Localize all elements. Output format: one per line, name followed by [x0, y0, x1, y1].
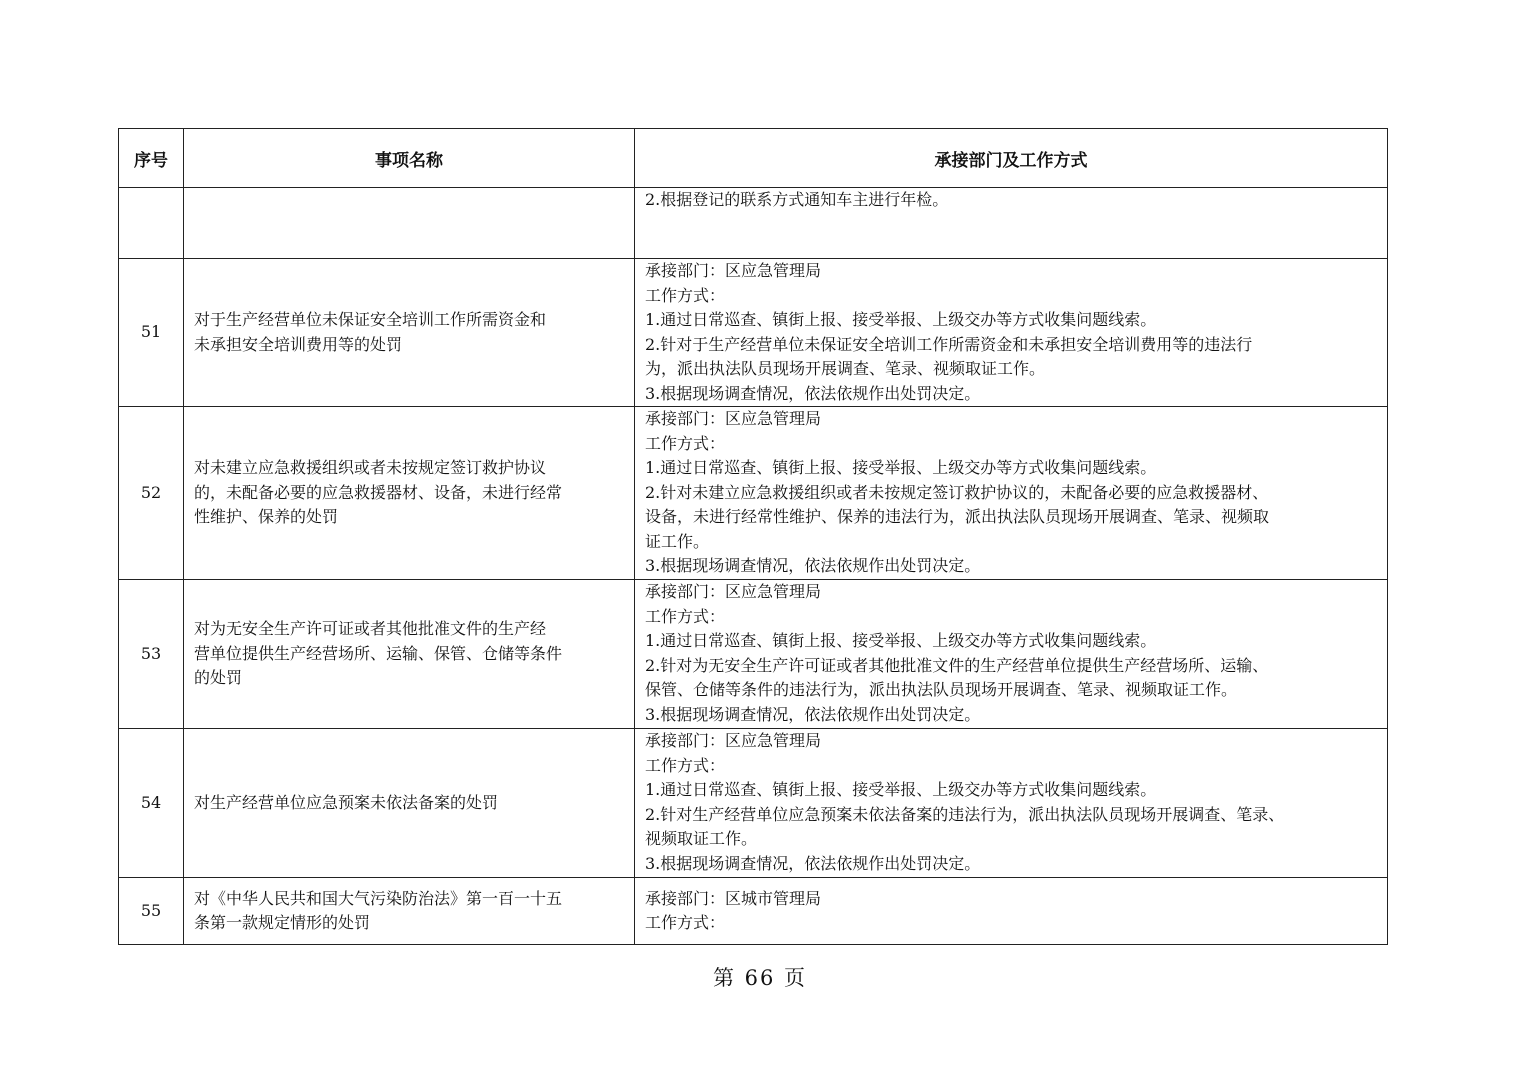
name-line: 的处罚 — [194, 668, 243, 688]
table-row-53 — [119, 580, 1388, 729]
dept-line: 2.根据登记的联系方式通知车主进行年检。 — [645, 190, 949, 209]
cell-name-empty — [184, 188, 635, 259]
name-line: 对《中华人民共和国大气污染防治法》第一百一十五 — [194, 888, 563, 908]
table-row-continuation — [119, 188, 1388, 259]
name-line: 条第一款规定情形的处罚 — [194, 913, 371, 932]
header-name: 事项名称 — [184, 129, 635, 188]
dept-line: 工作方式： — [645, 606, 726, 626]
cell-num: 54 — [119, 729, 184, 878]
header-dept: 承接部门及工作方式 — [635, 129, 1388, 188]
dept-line: 2.针对未建立应急救援组织或者未按规定签订救护协议的，未配备必要的应急救援器材、 — [645, 482, 1269, 502]
cell-num: 52 — [119, 407, 184, 580]
cell-dept — [635, 878, 1388, 945]
dept-line: 1.通过日常巡查、镇街上报、接受举报、上级交办等方式收集问题线索。 — [645, 780, 1157, 799]
cell-name — [184, 407, 635, 580]
dept-line: 承接部门：区应急管理局 — [645, 582, 822, 601]
dept-line: 3.根据现场调查情况，依法依规作出处罚决定。 — [645, 383, 981, 403]
dept-line: 工作方式： — [645, 913, 726, 932]
name-line: 营单位提供生产经营场所、运输、保管、仓储等条件 — [194, 643, 563, 663]
dept-line: 2.针对生产经营单位应急预案未依法备案的违法行为，派出执法队员现场开展调查、笔录、 — [645, 804, 1285, 824]
dept-line: 1.通过日常巡查、镇街上报、接受举报、上级交办等方式收集问题线索。 — [645, 310, 1157, 329]
cell-name — [184, 259, 635, 407]
document-table-container — [118, 128, 1387, 945]
dept-line: 承接部门：区应急管理局 — [645, 731, 822, 750]
name-line: 对于生产经营单位未保证安全培训工作所需资金和 — [194, 310, 547, 329]
dept-line: 视频取证工作。 — [645, 829, 758, 848]
name-line: 性维护、保养的处罚 — [194, 507, 339, 527]
dept-line: 3.根据现场调查情况，依法依规作出处罚决定。 — [645, 853, 981, 873]
dept-line: 承接部门：区应急管理局 — [645, 261, 822, 280]
cell-dept-continuation — [635, 188, 1388, 259]
table-header-row — [119, 129, 1388, 188]
dept-line: 工作方式： — [645, 433, 726, 453]
table-row-51 — [119, 259, 1388, 407]
name-line: 对未建立应急救援组织或者未按规定签订救护协议 — [194, 458, 547, 478]
cell-num: 51 — [119, 259, 184, 407]
dept-line: 承接部门：区城市管理局 — [645, 888, 822, 908]
cell-num-empty — [119, 188, 184, 259]
cell-name — [184, 729, 635, 878]
dept-line: 承接部门：区应急管理局 — [645, 409, 822, 428]
dept-line: 3.根据现场调查情况，依法依规作出处罚决定。 — [645, 556, 981, 575]
dept-line: 工作方式： — [645, 285, 726, 305]
dept-line: 2.针对于生产经营单位未保证安全培训工作所需资金和未承担安全培训费用等的违法行 — [645, 334, 1253, 354]
cell-num: 55 — [119, 878, 184, 945]
dept-line: 1.通过日常巡查、镇街上报、接受举报、上级交办等方式收集问题线索。 — [645, 631, 1157, 650]
cell-dept — [635, 407, 1388, 580]
header-num: 序号 — [119, 129, 184, 188]
items-table — [118, 128, 1388, 945]
dept-line: 设备，未进行经常性维护、保养的违法行为，派出执法队员现场开展调查、笔录、视频取 — [645, 507, 1270, 526]
dept-line: 2.针对为无安全生产许可证或者其他批准文件的生产经营单位提供生产经营场所、运输、 — [645, 655, 1269, 675]
name-line: 的，未配备必要的应急救援器材、设备，未进行经常 — [194, 482, 563, 502]
cell-name — [184, 878, 635, 945]
dept-line: 1.通过日常巡查、镇街上报、接受举报、上级交办等方式收集问题线索。 — [645, 458, 1157, 477]
dept-line: 证工作。 — [645, 531, 710, 551]
cell-name — [184, 580, 635, 729]
cell-dept — [635, 259, 1388, 407]
table-row-52 — [119, 407, 1388, 580]
name-line: 未承担安全培训费用等的处罚 — [194, 334, 403, 354]
table-row-55 — [119, 878, 1388, 945]
name-line: 对生产经营单位应急预案未依法备案的处罚 — [194, 792, 499, 812]
dept-line: 3.根据现场调查情况，依法依规作出处罚决定。 — [645, 704, 981, 724]
page-number: 第 66 页 — [712, 966, 808, 990]
cell-num: 53 — [119, 580, 184, 729]
cell-dept — [635, 580, 1388, 729]
dept-line: 保管、仓储等条件的违法行为，派出执法队员现场开展调查、笔录、视频取证工作。 — [645, 680, 1238, 699]
dept-line: 工作方式： — [645, 755, 726, 775]
dept-line: 为，派出执法队员现场开展调查、笔录、视频取证工作。 — [645, 359, 1046, 378]
cell-dept — [635, 729, 1388, 878]
name-line: 对为无安全生产许可证或者其他批准文件的生产经 — [194, 619, 547, 639]
table-row-54 — [119, 729, 1388, 878]
